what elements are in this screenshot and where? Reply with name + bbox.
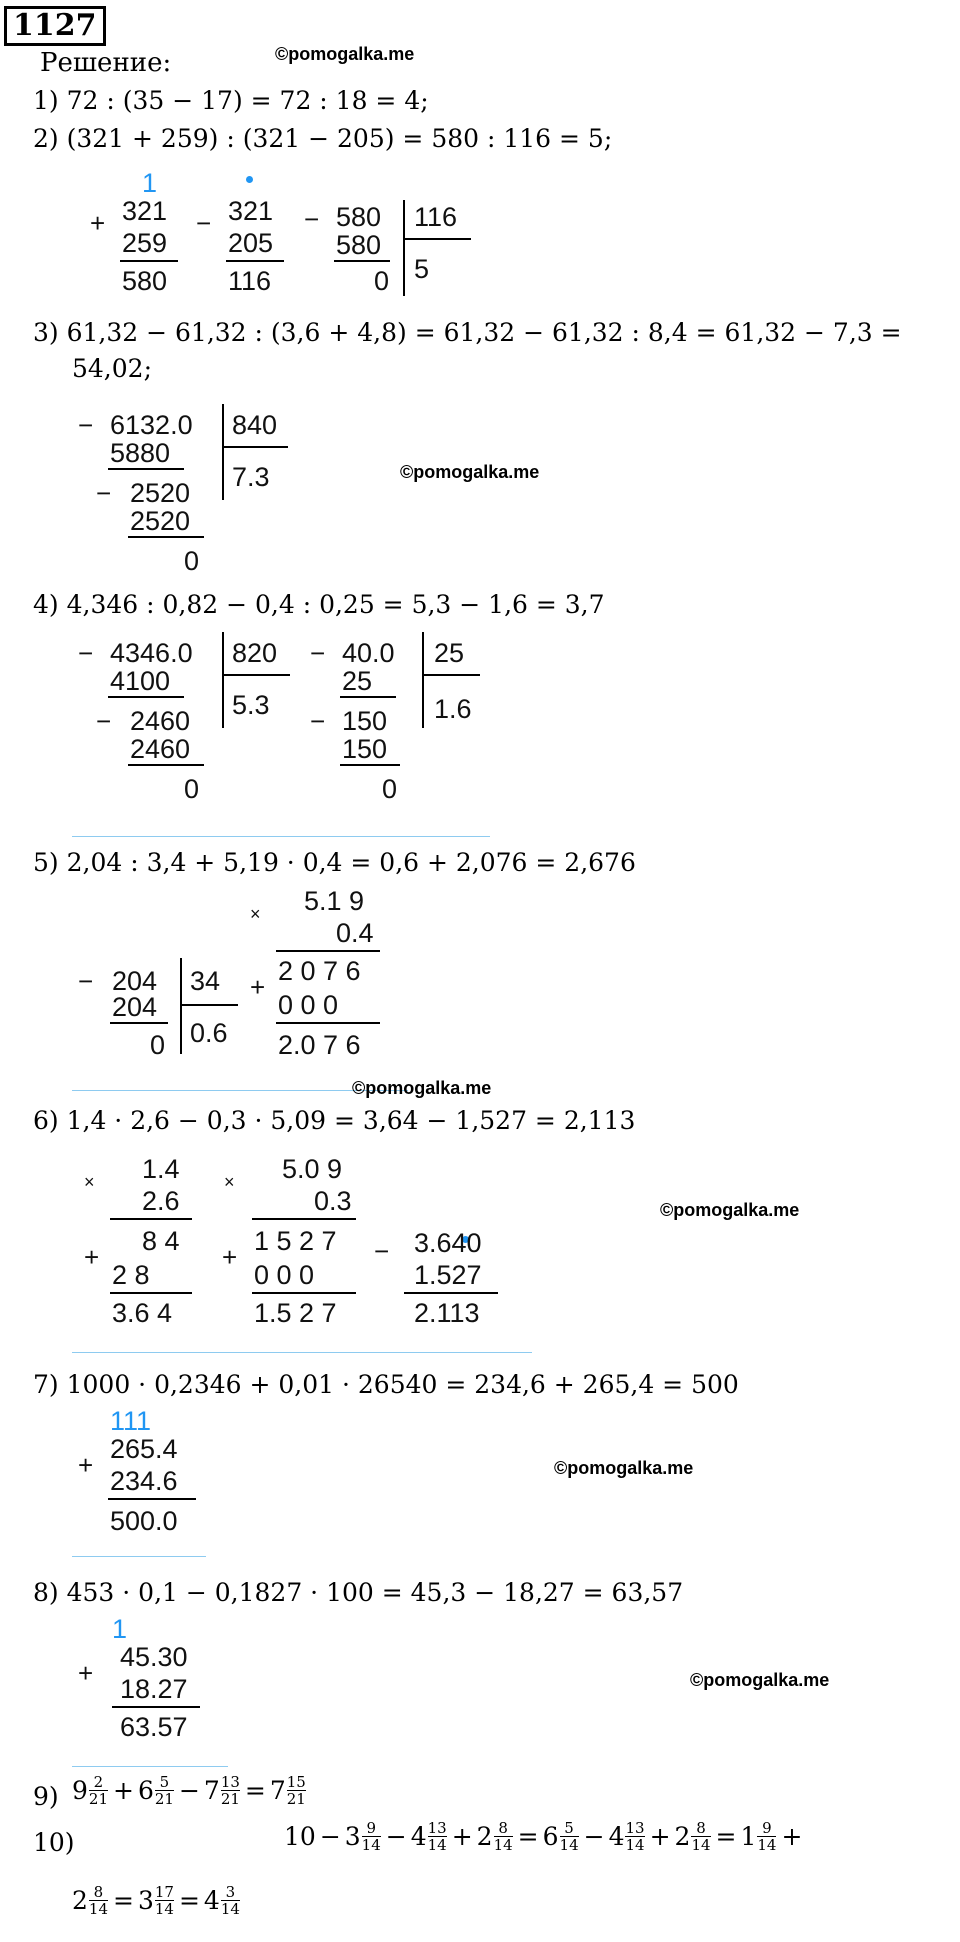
mixed-number: 7 $\frac{13}{21}$ =	[203, 1773, 266, 1808]
mixed-number: 4 $\frac{3}{14}$	[203, 1883, 240, 1918]
mixed-number: 3 $\frac{17}{14}$ =	[137, 1883, 200, 1918]
mixed-number: 2 $\frac{8}{14}$ =	[674, 1819, 737, 1854]
step-9-label: 9)	[33, 1782, 59, 1811]
step-8: 8) 453 · 0,1 − 0,1827 · 100 = 45,3 − 18,27 = 63,57	[33, 1578, 684, 1607]
mixed-number: 7 $\frac{15}{21}$	[269, 1773, 306, 1808]
step-6: 6) 1,4 · 2,6 − 0,3 · 5,09 = 3,64 − 1,527 = 2,113	[33, 1106, 636, 1135]
step-1: 1) 72 : (35 − 17) = 72 : 18 = 4;	[33, 86, 429, 115]
solution-label: Решение:	[40, 48, 172, 78]
mixed-number: 1 $\frac{9}{14}$ +	[740, 1819, 803, 1854]
mixed-number: 6 $\frac{5}{21}$ −	[137, 1773, 200, 1808]
mixed-number: 2 $\frac{8}{14}$ =	[72, 1883, 134, 1918]
watermark: ©pomogalka.me	[554, 1458, 694, 1478]
mixed-number: 3 $\frac{9}{14}$ −	[344, 1819, 407, 1854]
step-2: 2) (321 + 259) : (321 − 205) = 580 : 116 = 5;	[33, 124, 613, 153]
step-4: 4) 4,346 : 0,82 − 0,4 : 0,25 = 5,3 − 1,6 = 3,7	[33, 590, 605, 619]
watermark: ©pomogalka.me	[352, 1078, 492, 1098]
separator	[72, 1556, 206, 1557]
mixed-number: 4 $\frac{13}{14}$ +	[410, 1819, 473, 1854]
step-3-cont: 54,02;	[72, 354, 152, 383]
watermark: ©pomogalka.me	[400, 462, 540, 482]
step-3: 3) 61,32 − 61,32 : (3,6 + 4,8) = 61,32 − 61,32 : 8,4 = 61,32 − 7,3 =	[33, 318, 902, 347]
step-10-expression-cont	[72, 1884, 241, 1917]
mixed-number: 10 −	[284, 1822, 341, 1851]
mixed-number: 9 $\frac{2}{21}$ +	[72, 1773, 134, 1808]
task-number-badge: 1127	[4, 6, 106, 46]
step-10-expression	[284, 1820, 806, 1853]
mixed-number: 2 $\frac{8}{14}$ =	[476, 1819, 539, 1854]
separator	[72, 1766, 228, 1767]
separator	[72, 1352, 532, 1353]
watermark: ©pomogalka.me	[275, 44, 415, 64]
mixed-number: 6 $\frac{5}{14}$ −	[542, 1819, 605, 1854]
step-7: 7) 1000 · 0,2346 + 0,01 · 26540 = 234,6 + 265,4 = 500	[33, 1370, 739, 1399]
step-9-expression	[72, 1774, 307, 1807]
separator	[72, 836, 490, 837]
step-5: 5) 2,04 : 3,4 + 5,19 · 0,4 = 0,6 + 2,076 = 2,676	[33, 848, 636, 877]
step-10-label: 10)	[33, 1828, 75, 1857]
mixed-number: 4 $\frac{13}{14}$ +	[608, 1819, 671, 1854]
watermark: ©pomogalka.me	[660, 1200, 800, 1220]
watermark: ©pomogalka.me	[690, 1670, 830, 1690]
